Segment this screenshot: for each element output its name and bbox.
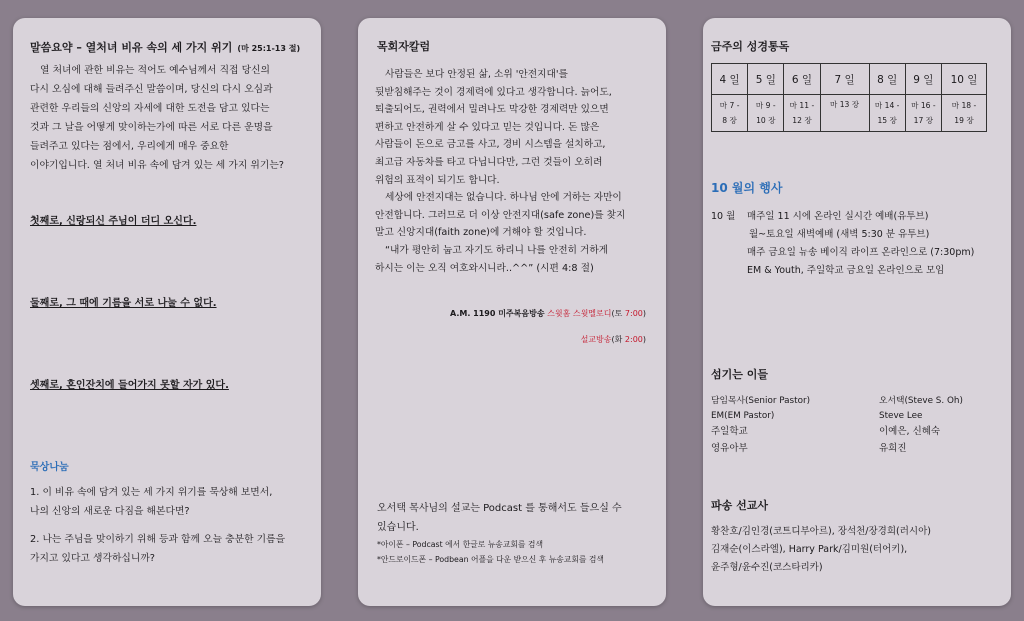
sermon-summary-panel xyxy=(13,18,321,606)
column-body: 사람들은 보다 안정된 삶, 소위 '안전지대'를 뒷받침해주는 것이 경제력에 있다고 생각합니다. 늙어도, 퇴출되어도, 권력에서 밀려나도 막강한 경제력만 있으면 편하고 안전하게 살 수 있다고 믿는 것입니다. 돈 많은 사람들이 돈으로 금고를 사고, 경비 시스템을 설치하고, 최고급 자동차를 타고 다닙니다만, 그런 것들이 오히려 위험의 표적이 되기도 합니다. 세상에 안전지대는 없습니다. 하나님 안에 거하는 자만이 안전합니다. 그러므로 더 이상 안전지대(safe zone)를 찾지 말고 신앙지대(faith zone)에 거해야 할 것입니다. “내가 평안히 눕고 자기도 하리니 나를 안전히 거하게 하시는 이는 오직 여호와시니라..^^” (시편 4:8 절) xyxy=(375,69,626,274)
servants-title: 섬기는 이들 xyxy=(711,368,768,381)
point-three: 셋째로, 혼인잔치에 들어가지 못할 자가 있다. xyxy=(30,380,229,391)
list-item: 담임목사(Senior Pastor) 오서택(Steve S. Oh) xyxy=(711,396,963,406)
meditation-question-1: 1. 이 비유 속에 담겨 있는 세 가지 위기를 묵상해 보면서, 나의 신앙의 새로운 다짐을 해본다면? xyxy=(30,487,273,517)
list-item: EM(EM Pastor) Steve Lee xyxy=(711,410,923,421)
list-item: 매주 금요일 뉴송 베이직 라이프 온라인으로 (7:30pm) xyxy=(747,247,975,258)
meditation-title: 묵상나눔 xyxy=(30,462,69,473)
list-item: EM & Youth, 주일학교 금요일 온라인으로 모임 xyxy=(747,265,945,276)
podcast-info: 오서택 목사님의 설교는 Podcast 를 통해서도 들으실 수 있습니다. xyxy=(377,503,622,533)
point-two: 둘째로, 그 때에 기름을 서로 나눌 수 없다. xyxy=(30,298,217,309)
bible-reading-title: 금주의 성경통독 xyxy=(711,40,790,53)
point-one: 첫째로, 신랑되신 주님이 더디 오신다. xyxy=(30,216,197,227)
events-month: 10 월 xyxy=(711,211,736,222)
missionaries-title: 파송 선교사 xyxy=(711,499,768,512)
sermon-reference: (마 25:1-13 절) xyxy=(237,44,301,53)
list-item: 월~토요일 새벽예배 (새벽 5:30 분 유투브) xyxy=(749,229,930,240)
list-item: 주일학교 이예은, 신혜숙 xyxy=(711,426,941,437)
iphone-instruction: *아이폰 – Podcast 에서 한글로 뉴송교회를 검색 xyxy=(377,540,543,549)
column-title: 목회자칼럼 xyxy=(377,40,431,53)
list-item: 매주일 11 시에 온라인 실시간 예배(유투브) xyxy=(747,211,929,222)
table-row: 4 일 5 일 6 일 7 일 8 일 9 일 10 일 xyxy=(712,64,987,95)
meditation-question-2: 2. 나는 주님을 맞이하기 위해 등과 함께 오늘 충분한 기름을 가지고 있다고 생각하십니까? xyxy=(30,534,286,564)
sermon-title: 말씀요약 – 열처녀 비유 속의 세 가지 위기 (마 25:1-13 절) xyxy=(30,41,301,54)
android-instruction: *안드로이드폰 – Podbean 어플을 다운 받으신 후 뉴송교회를 검색 xyxy=(377,555,604,564)
sermon-intro: 열 처녀에 관한 비유는 적어도 예수님께서 직접 당신의 다시 오심에 대해 들려주신 말씀이며, 당신의 다시 오심과 관련한 우리들의 신앙의 자세에 대한 도전을 담고 있다는 것과 그 날을 어떻게 맞이하는가에 따른 서로 다른 운명을 들려주고 있다는 점에서, 우리에게 매우 중요한 이야기입니다. 열 처녀 비유 속에 담겨 있는 세 가지 위기는? xyxy=(30,65,285,171)
table-row: 마 7 - 8 장 마 9 - 10 장 마 11 - 12 장 마 13 장 마 14 - 15 장 마 16 - 17 장 마 18 - 19 장 xyxy=(712,95,987,132)
bible-reading-table xyxy=(711,63,987,132)
servants-list xyxy=(711,394,1001,457)
events-title: 10 월의 행사 xyxy=(711,181,783,195)
podcast-instructions xyxy=(377,537,667,567)
pastor-column-panel xyxy=(358,18,666,606)
missionaries-list xyxy=(711,523,931,577)
announcements-panel xyxy=(703,18,1011,606)
list-item: 황찬호/김인경(코트디부아르), 장석천/장경희(러시아) xyxy=(711,526,931,537)
radio-program: 스윗홈 스윗멜로디 xyxy=(547,309,612,318)
list-item: 윤주형/윤수진(코스타리카) xyxy=(711,562,823,573)
events-list xyxy=(747,208,974,280)
sermon-broadcast: 설교방송(화 2:00) xyxy=(580,335,646,344)
radio-broadcast: A.M. 1190 미주복음방송 스윗홈 스윗멜로디(토 7:00) xyxy=(449,309,646,318)
list-item: 영유아부 유희진 xyxy=(711,443,907,454)
list-item: 김재순(이스라엘), Harry Park/김미원(터어키), xyxy=(711,544,908,555)
